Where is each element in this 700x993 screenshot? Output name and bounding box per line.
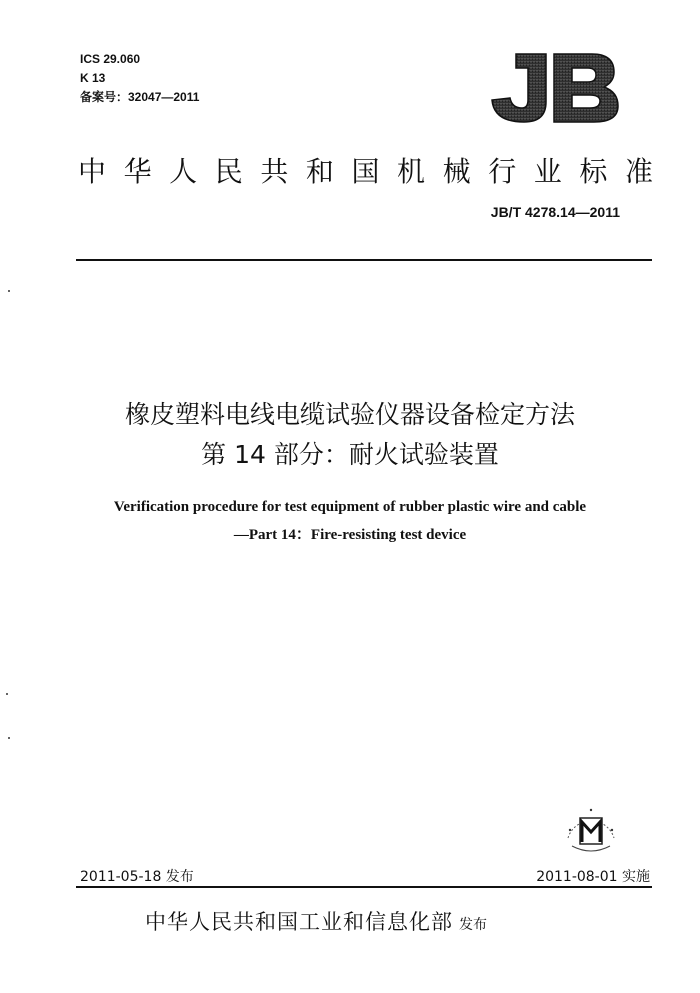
effective-date: 2011-08-01 实施: [536, 869, 650, 885]
publisher-seal-icon: [560, 802, 622, 858]
jb-logo-icon: [488, 52, 620, 124]
chinese-title-line-1: 橡皮塑料电线电缆试验仪器设备检定方法: [124, 400, 575, 429]
title-char: 械: [442, 155, 471, 188]
title-char: 国: [351, 155, 380, 188]
header-divider: [76, 259, 652, 261]
title-char: 准: [624, 155, 653, 188]
title-char: 机: [397, 155, 426, 188]
chinese-title-line-2: 第 14 部分：耐火试验装置: [201, 440, 499, 469]
english-title-line-2: —Part 14：Fire-resisting test device: [233, 527, 467, 543]
standard-number: JB/T 4278.14—2011: [490, 204, 620, 220]
footer-divider: [76, 886, 652, 888]
title-char: 人: [169, 155, 198, 188]
issuing-body-title: [78, 150, 653, 190]
title-char: 华: [123, 155, 152, 188]
publisher-name: 中华人民共和国工业和信息化部: [145, 910, 453, 934]
english-title-line-1: Verification procedure for test equipment of rubber plastic wire and cable: [113, 499, 587, 515]
scan-speck: [8, 290, 10, 292]
title-char: 民: [214, 155, 243, 188]
title-char: 和: [305, 155, 334, 188]
publish-date: 2011-05-18 发布: [80, 869, 194, 885]
ics-code: ICS 29.060: [80, 52, 141, 66]
title-char: 业: [533, 155, 562, 188]
title-char: 共: [260, 155, 289, 188]
title-char: 行: [488, 155, 517, 188]
title-char: 标: [579, 155, 608, 188]
publisher-suffix: 发布: [459, 917, 487, 933]
classification-code: K 13: [80, 71, 106, 85]
scan-speck: [8, 737, 10, 739]
document-metadata: [80, 50, 199, 107]
scan-speck: [6, 693, 8, 695]
title-char: 中: [78, 155, 107, 188]
publisher-line: [145, 906, 487, 936]
filing-number: 备案号：32047—2011: [80, 90, 200, 104]
